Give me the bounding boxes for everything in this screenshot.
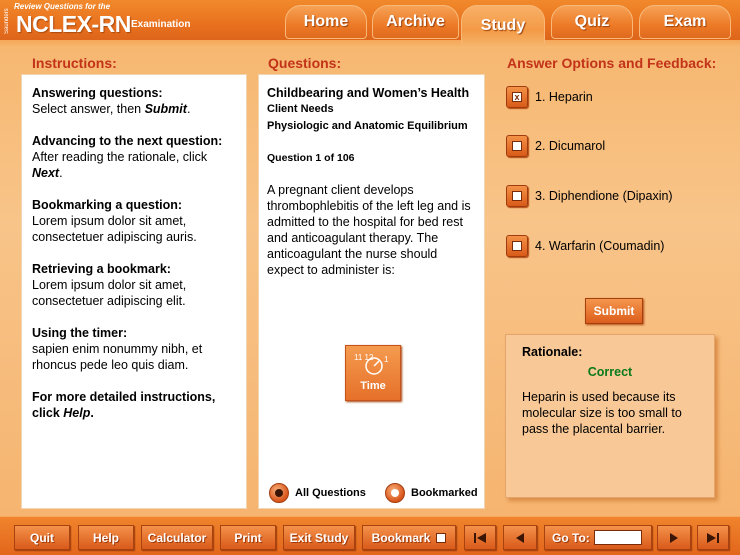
rationale-text: Heparin is used because its molecular size is too small to pass the placental barrier. <box>522 390 682 436</box>
submit-button[interactable]: Submit <box>585 298 643 324</box>
answer-checkbox <box>506 86 528 108</box>
instruction-heading: Answering questions: <box>32 86 163 100</box>
rationale-title: Rationale: <box>522 345 583 359</box>
radio-unselected-icon <box>385 483 405 503</box>
instruction-text <box>32 149 236 181</box>
first-question-button[interactable] <box>464 525 496 550</box>
previous-question-button[interactable] <box>503 525 537 550</box>
quit-button[interactable]: Quit <box>14 525 70 550</box>
instruction-heading: Retrieving a bookmark: <box>32 262 171 276</box>
instructions-title: Instructions: <box>32 55 117 71</box>
instruction-heading: Bookmarking a question: <box>32 198 183 212</box>
answer-option-4[interactable] <box>506 235 664 257</box>
instruction-heading: Advancing to the next question: <box>32 134 223 148</box>
instruction-text: sapien enim nonummy nibh, et rhoncus pede leo quis diam. <box>32 342 203 372</box>
arrow-right-icon <box>668 532 680 544</box>
goto-label: Go To: <box>552 530 590 545</box>
question-text: A pregnant client develops thrombophlebitis of the left leg and is admitted to the hospital for bed rest and anticoagulant therapy. The anticoagulant the nurse should expect to administer is: <box>267 183 471 277</box>
question-counter: Question 1 of 106 <box>267 152 355 164</box>
next-question-button[interactable] <box>657 525 691 550</box>
last-question-button[interactable] <box>697 525 729 550</box>
filter-all-radio[interactable] <box>269 483 366 503</box>
answer-option-3[interactable] <box>506 185 673 207</box>
instruction-text-part: . <box>186 102 191 116</box>
instruction-footer <box>32 389 236 421</box>
filter-all-label: All Questions <box>295 487 366 499</box>
skip-back-icon <box>473 532 487 544</box>
instructions-panel <box>21 74 247 509</box>
radio-selected-icon <box>269 483 289 503</box>
rationale-panel <box>505 334 715 498</box>
logo-tail: Examination <box>131 19 191 30</box>
answer-label: 4. Warfarin (Coumadin) <box>535 239 665 253</box>
question-subcategory: Physiologic and Anatomic Equilibrium <box>267 120 468 132</box>
unchecked-box-icon <box>512 141 522 151</box>
instruction-heading: Using the timer: <box>32 326 128 340</box>
logo-subtitle: Review Questions for the <box>14 2 111 11</box>
filter-bookmarked-radio[interactable] <box>385 483 478 503</box>
help-emphasis: Help <box>63 406 91 420</box>
calculator-button[interactable]: Calculator <box>141 525 213 550</box>
logo-title: NCLEX-RN <box>16 11 131 37</box>
answer-option-2[interactable] <box>506 135 605 157</box>
answer-checkbox <box>506 185 528 207</box>
questions-panel <box>258 74 485 509</box>
answer-checkbox <box>506 235 528 257</box>
bookmark-button[interactable] <box>362 525 456 550</box>
instruction-text-part: . <box>59 166 63 180</box>
exit-study-button[interactable]: Exit Study <box>283 525 355 550</box>
instruction-text-part: Select answer, then <box>32 102 145 116</box>
arrow-left-icon <box>514 532 526 544</box>
checked-x-icon: x <box>512 92 522 102</box>
answer-checkbox <box>506 135 528 157</box>
unchecked-box-icon <box>512 191 522 201</box>
timer-button[interactable] <box>345 345 401 401</box>
svg-text:1: 1 <box>384 355 389 364</box>
tab-archive[interactable]: Archive <box>372 5 459 39</box>
goto-input[interactable] <box>594 530 642 545</box>
stopwatch-icon <box>352 350 396 376</box>
answer-label: 1. Heparin <box>535 90 593 104</box>
tab-exam[interactable]: Exam <box>639 5 731 39</box>
tab-home[interactable]: Home <box>285 5 367 39</box>
filter-bookmarked-label: Bookmarked <box>411 487 478 499</box>
instruction-text-part: After reading the rationale, click <box>32 150 208 164</box>
question-category: Childbearing and Women’s Health <box>267 86 470 100</box>
answer-option-1[interactable] <box>506 86 593 108</box>
instruction-footer-text: . <box>90 406 94 420</box>
instruction-footer-text: For more detailed instructions, click <box>32 390 216 420</box>
svg-text:11 12: 11 12 <box>354 353 374 362</box>
goto-control <box>544 525 652 550</box>
bookmark-label: Bookmark <box>371 530 431 545</box>
instruction-block <box>32 133 236 181</box>
instruction-block <box>32 197 236 245</box>
instruction-emphasis: Next <box>32 166 60 180</box>
instruction-text: Lorem ipsum dolor sit amet, consectetuer adipiscing elit. <box>32 278 187 308</box>
answer-label: 3. Diphendione (Dipaxin) <box>535 189 673 203</box>
questions-title: Questions: <box>268 55 342 71</box>
instruction-text: Lorem ipsum dolor sit amet, consectetuer adipiscing auris. <box>32 214 197 244</box>
unchecked-box-icon <box>512 241 522 251</box>
bookmark-checkbox-icon <box>436 533 446 543</box>
instruction-emphasis: Submit <box>144 102 187 116</box>
rationale-status: Correct <box>587 365 633 379</box>
logo-vertical-text: Saunders <box>4 8 10 34</box>
client-needs-label: Client Needs <box>267 103 334 115</box>
tab-quiz[interactable]: Quiz <box>551 5 633 39</box>
print-button[interactable]: Print <box>220 525 276 550</box>
timer-label: Time <box>360 380 386 392</box>
tab-study[interactable]: Study <box>461 5 545 46</box>
instruction-text <box>32 101 236 117</box>
answers-title: Answer Options and Feedback: <box>507 55 717 71</box>
help-button[interactable]: Help <box>78 525 134 550</box>
header-stripe <box>0 40 740 46</box>
instruction-block <box>32 325 236 373</box>
skip-forward-icon <box>706 532 720 544</box>
instruction-block <box>32 261 236 309</box>
instruction-block <box>32 85 236 117</box>
answer-label: 2. Dicumarol <box>535 139 606 153</box>
